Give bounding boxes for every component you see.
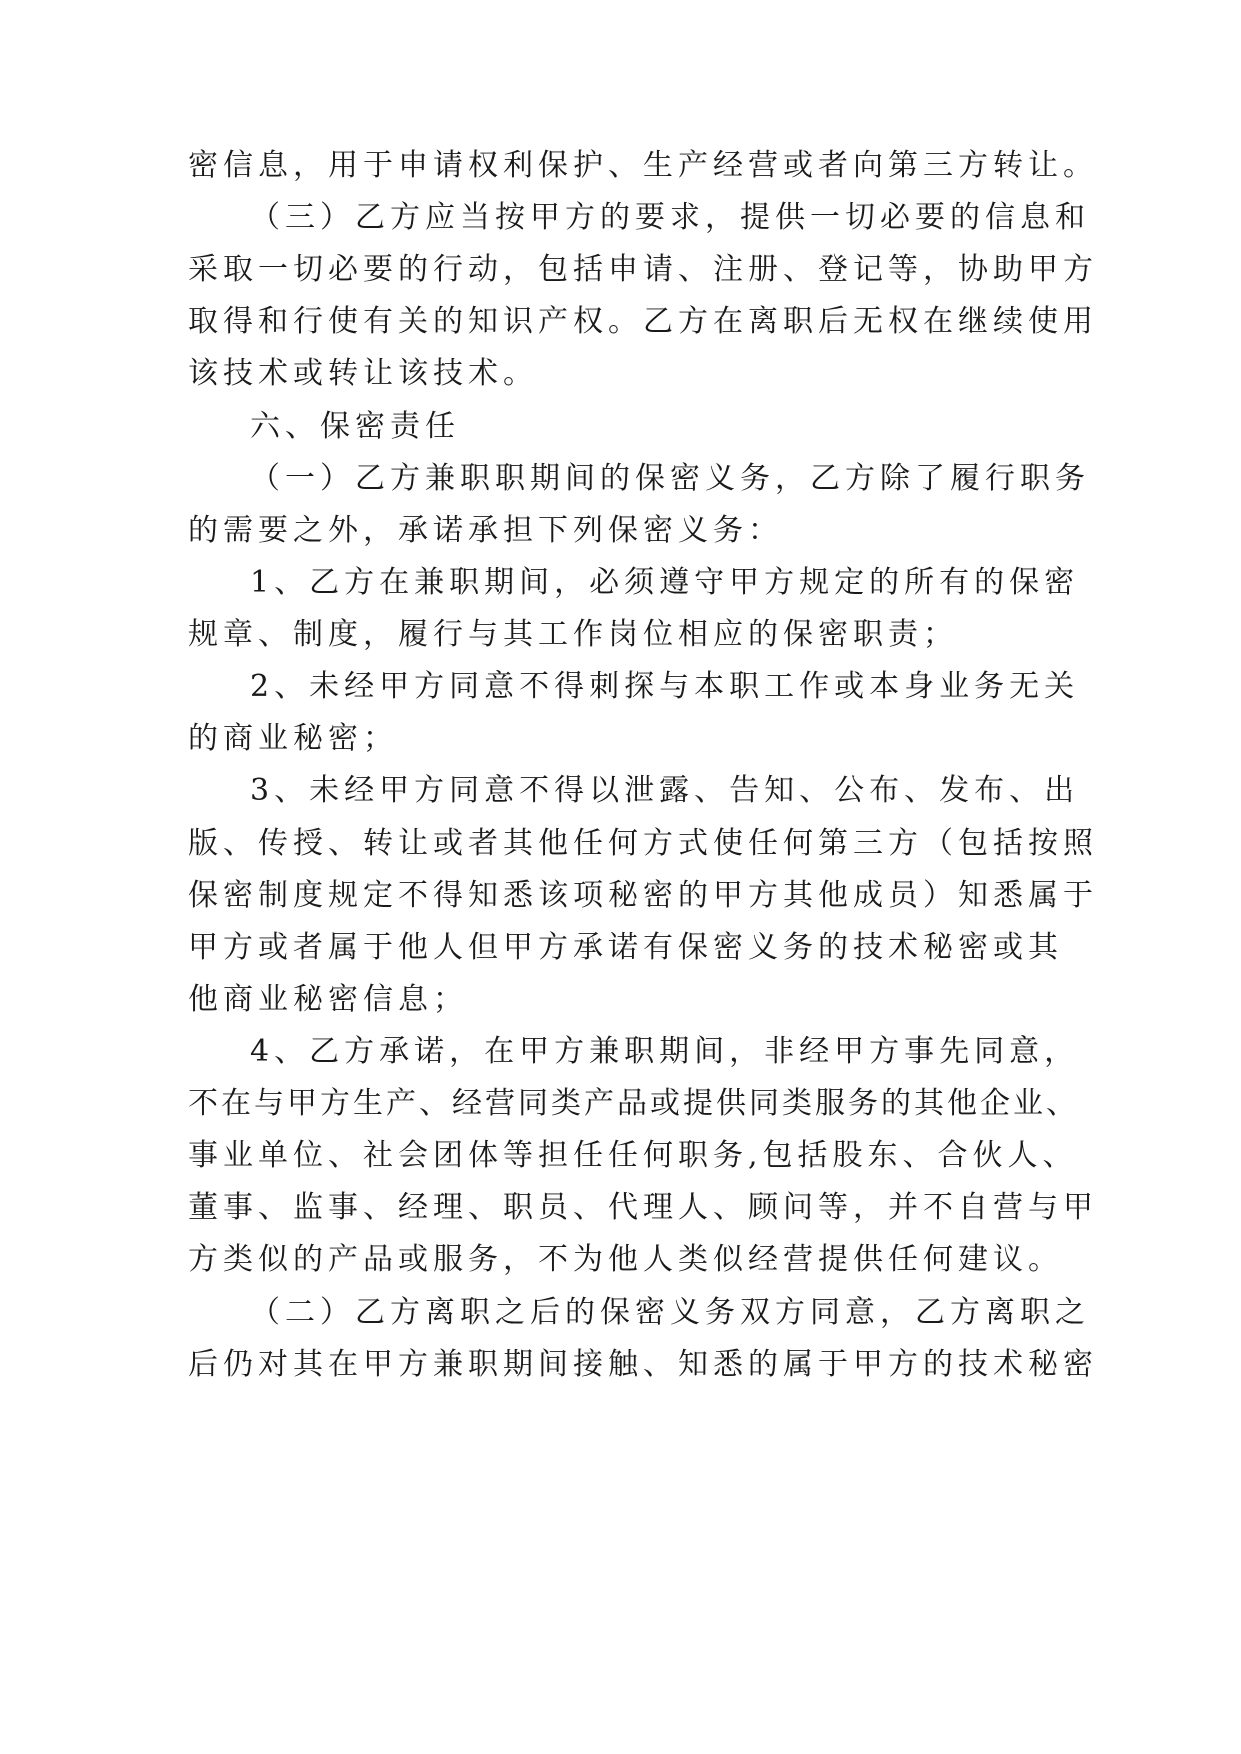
text-line: 甲方或者属于他人但甲方承诺有保密义务的技术秘密或其 bbox=[188, 930, 1063, 965]
text-line: 的商业秘密； bbox=[188, 721, 398, 756]
text-line: （一）乙方兼职职期间的保密义务，乙方除了履行职务 bbox=[250, 461, 1090, 496]
text-line: 4、乙方承诺，在甲方兼职期间，非经甲方事先同意， bbox=[250, 1034, 1080, 1069]
text-line: 保密制度规定不得知悉该项秘密的甲方其他成员）知悉属于 bbox=[188, 878, 1098, 913]
section-heading: 六、保密责任 bbox=[250, 409, 460, 444]
text-line: 采取一切必要的行动，包括申请、注册、登记等，协助甲方 bbox=[188, 252, 1098, 287]
text-line: 该技术或转让该技术。 bbox=[188, 356, 538, 391]
text-line: 规章、制度，履行与其工作岗位相应的保密职责； bbox=[188, 617, 958, 652]
text-line: 方类似的产品或服务，不为他人类似经营提供任何建议。 bbox=[188, 1242, 1063, 1277]
text-line: 的需要之外，承诺承担下列保密义务： bbox=[188, 513, 783, 548]
text-line: 版、传授、转让或者其他任何方式使任何第三方（包括按照 bbox=[188, 826, 1098, 861]
text-line: 事业单位、社会团体等担任任何职务,包括股东、合伙人、 bbox=[188, 1138, 1078, 1173]
text-line: 他商业秘密信息； bbox=[188, 982, 468, 1017]
text-line: 1、乙方在兼职期间，必须遵守甲方规定的所有的保密 bbox=[250, 565, 1080, 600]
text-line: 后仍对其在甲方兼职期间接触、知悉的属于甲方的技术秘密 bbox=[188, 1347, 1098, 1382]
text-line: （二）乙方离职之后的保密义务双方同意，乙方离职之 bbox=[250, 1295, 1090, 1330]
text-line: 2、未经甲方同意不得刺探与本职工作或本身业务无关 bbox=[250, 669, 1080, 704]
text-line: 3、未经甲方同意不得以泄露、告知、公布、发布、出 bbox=[250, 773, 1080, 808]
text-line: 董事、监事、经理、职员、代理人、顾问等，并不自营与甲 bbox=[188, 1190, 1098, 1225]
text-line: 不在与甲方生产、经营同类产品或提供同类服务的其他企业、 bbox=[188, 1086, 1079, 1121]
text-line: 取得和行使有关的知识产权。乙方在离职后无权在继续使用 bbox=[188, 304, 1098, 339]
text-line: 密信息，用于申请权利保护、生产经营或者向第三方转让。 bbox=[188, 148, 1098, 183]
text-line: （三）乙方应当按甲方的要求，提供一切必要的信息和 bbox=[250, 200, 1090, 235]
